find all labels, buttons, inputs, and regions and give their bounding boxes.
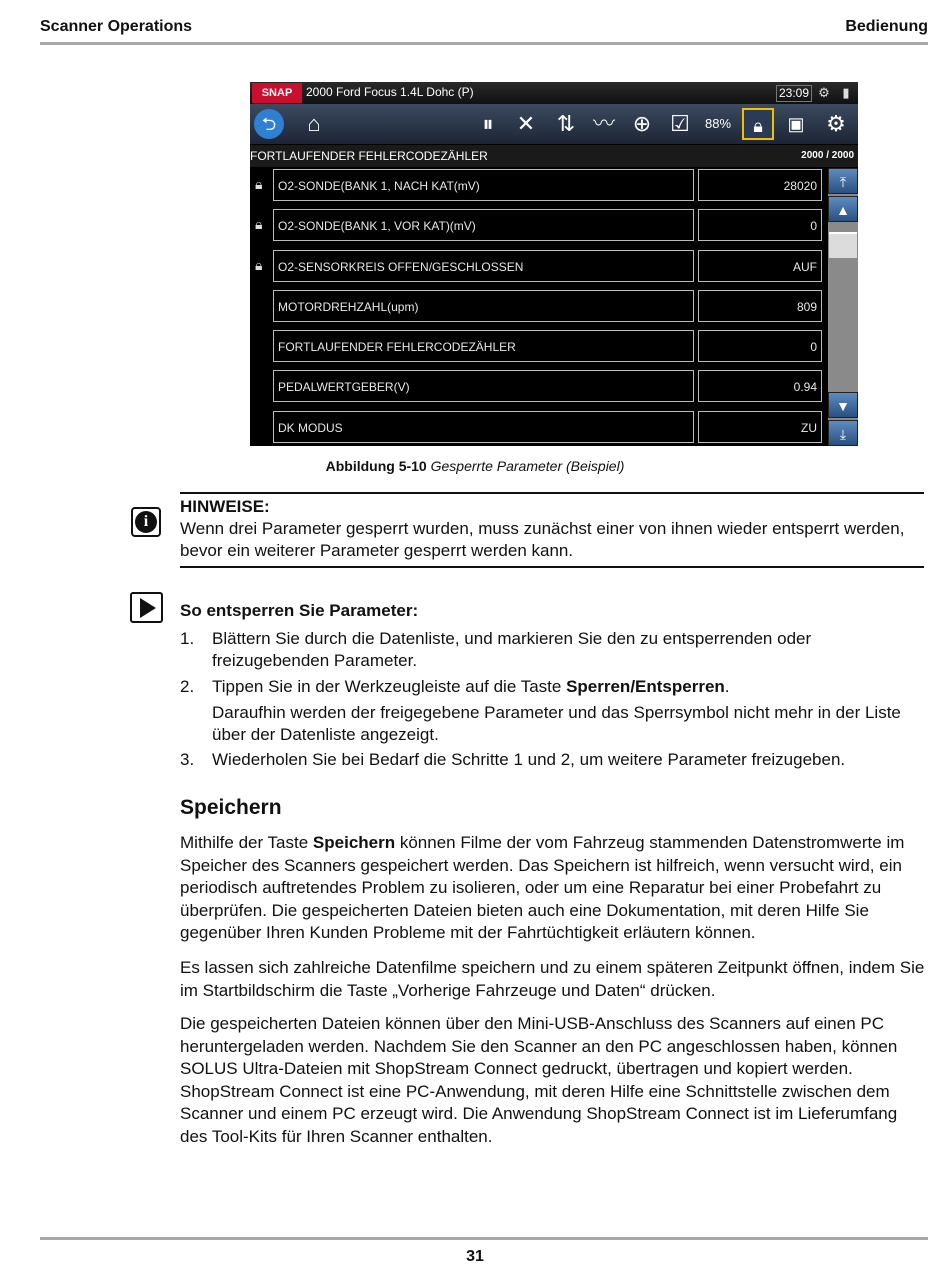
info-icon: i	[131, 507, 161, 537]
step-2-sub-text: Daraufhin werden der freigegebene Parameter und das Sperrsymbol nicht mehr in der Liste über der Datenliste angezeigt.	[212, 703, 901, 744]
page-header	[40, 18, 928, 40]
connection-icon: ⚙	[818, 85, 830, 100]
parameter-name: PEDALWERTGEBER(V)	[273, 370, 694, 402]
list-item[interactable]	[250, 329, 826, 365]
list-item[interactable]	[250, 369, 826, 405]
caption-label: Abbildung 5-10	[325, 458, 427, 474]
parameter-value: 28020	[698, 169, 822, 201]
paragraph-3: Die gespeicherten Dateien können über den Mini-USB-Anschluss des Scanners auf einen PC heruntergeladen werden. Nachdem Sie den Scanner an den PC angeschlossen haben, können SOLUS Ultra-Dateien mit ShopStream Connect gedruckt, übertragen und kopiert werden. ShopStream Connect ist eine PC-Anwendung, mit deren Hilfe eine Schnittstelle zwischen dem Scanner und einem PC erzeugt wird. Die Anwendung ShopStream Connect ist im Lieferumfang des Tool-Kits für Ihren Scanner enthalten.	[180, 1014, 898, 1146]
lock-icon: 🔒︎	[255, 176, 263, 192]
snap-on-logo: SNAP	[252, 83, 302, 103]
procedure-title: So entsperren Sie Parameter:	[180, 601, 419, 620]
lock-button-ref: Sperren	[566, 677, 631, 696]
scanner-toolbar	[250, 104, 858, 144]
home-icon[interactable]: ⌂	[307, 111, 321, 136]
scroll-bottom-icon[interactable]: ⤓	[828, 420, 858, 446]
check-icon[interactable]: ☑	[670, 111, 690, 136]
scroll-down-icon[interactable]: ▼	[828, 392, 858, 418]
close-icon[interactable]: ✕	[516, 111, 536, 136]
battery-icon: ▮	[842, 85, 850, 100]
parameter-value: 0	[698, 330, 822, 362]
step-1-text: Blättern Sie durch die Datenliste, und markieren Sie den zu entsperrenden oder freizugebenden Parameter.	[212, 629, 812, 670]
save-icon[interactable]: ▣	[787, 114, 805, 134]
scanner-screenshot	[250, 82, 858, 446]
gear-icon[interactable]: ⚙	[826, 111, 846, 136]
figure-caption	[0, 458, 950, 474]
scroll-up-icon[interactable]: ▲	[828, 196, 858, 222]
lock-icon: 🔒︎	[255, 256, 263, 273]
parameter-name: O2-SONDE(BANK 1, VOR KAT)(mV)	[273, 209, 694, 241]
header-rule	[40, 42, 928, 45]
note-title: HINWEISE:	[180, 497, 270, 516]
parameter-name: MOTORDREHZAHL(upm)	[273, 290, 694, 322]
paragraph-1: Mithilfe der Taste Speichern können Filme der vom Fahrzeug stammenden Datenstromwerte im Speicher des Scanners gespeichert werden. Das Speichern ist hilfreich, wenn versucht wird, ein periodisch auftretendes Problem zu isolieren, oder um eine Reparatur bei einer Probefahrt zu überprüfen. Die gespeicherten Dateien bieten auch eine Dokumentation, mit deren Hilfe Sie gegenüber Ihren Kunden Probleme mit der Fahrtüchtigkeit erläutern können.	[180, 833, 905, 943]
parameter-name: O2-SENSORKREIS OFFEN/GESCHLOSSEN	[273, 250, 694, 282]
parameter-list	[250, 168, 826, 446]
lock-icon[interactable]: 🔒︎	[742, 108, 774, 140]
percent-icon[interactable]: 88%	[704, 116, 732, 131]
save-button-ref: Speichern	[312, 833, 396, 852]
parameter-name: DK MODUS	[273, 411, 694, 443]
parameter-value: 0.94	[698, 370, 822, 402]
note-rule-bottom	[180, 566, 924, 568]
parameter-value: ZU	[698, 411, 822, 443]
list-item[interactable]	[250, 168, 826, 204]
paragraph-2: Es lassen sich zahlreiche Datenfilme speichern und zu einem späteren Zeitpunkt öffnen, indem Sie im Startbildschirm die Taste „Vorherige Fahrzeuge und Daten“ drücken.	[180, 958, 925, 1000]
caption-text: Gesperrte Parameter (Beispiel)	[430, 458, 625, 474]
page-number: 31	[466, 1248, 484, 1265]
list-item[interactable]	[250, 410, 826, 446]
procedure-arrow-icon	[130, 592, 163, 623]
list-item[interactable]	[250, 249, 826, 285]
lock-icon: 🔒︎	[255, 216, 263, 233]
note-text: Wenn drei Parameter gesperrt wurden, muss zunächst einer von ihnen wieder entsperrt werden, bevor ein weiterer Parameter gesperrt werden kann.	[180, 519, 905, 560]
section-title: Speichern	[180, 796, 282, 819]
parameter-value: 809	[698, 290, 822, 322]
zoom-icon[interactable]: ⊕	[632, 111, 652, 136]
subheader-count: 2000 / 2000	[801, 150, 854, 161]
note-rule-top	[180, 492, 924, 494]
header-right: Bedienung	[845, 18, 928, 35]
header-left: Scanner Operations	[40, 18, 193, 35]
parameter-value: AUF	[698, 250, 822, 282]
pause-icon[interactable]: ⏸	[482, 111, 494, 136]
clock: 23:09	[776, 85, 812, 102]
footer-rule	[40, 1237, 928, 1240]
graph-icon[interactable]: 〰	[592, 111, 615, 136]
list-item[interactable]	[250, 289, 826, 325]
list-item[interactable]	[250, 208, 826, 244]
scroll-top-icon[interactable]: ⤒	[828, 168, 858, 194]
back-icon[interactable]: ⮌	[254, 109, 284, 139]
parameter-value: 0	[698, 209, 822, 241]
parameter-name: FORTLAUFENDER FEHLERCODEZÄHLER	[273, 330, 694, 362]
unlock-button-ref: Entsperren	[635, 677, 725, 696]
subheader-title: FORTLAUFENDER FEHLERCODEZÄHLER	[250, 149, 488, 163]
vehicle-label: 2000 Ford Focus 1.4L Dohc (P)	[306, 85, 474, 99]
sort-icon[interactable]: ⇅	[556, 111, 576, 136]
step-3-text: Wiederholen Sie bei Bedarf die Schritte 1 und 2, um weitere Parameter freizugeben.	[212, 750, 846, 769]
scanner-title-bar	[250, 82, 858, 104]
parameter-name: O2-SONDE(BANK 1, NACH KAT(mV)	[273, 169, 694, 201]
scrollbar[interactable]	[828, 168, 858, 446]
scroll-thumb[interactable]	[829, 232, 857, 258]
step-2-text: Tippen Sie in der Werkzeugleiste auf die Taste Sperren/Entsperren.	[212, 677, 730, 696]
scanner-subheader	[250, 145, 858, 167]
